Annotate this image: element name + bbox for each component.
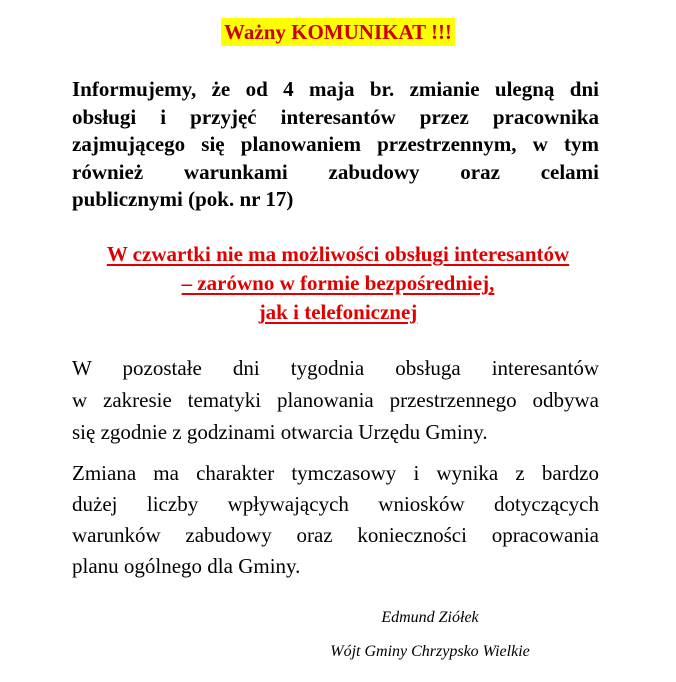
thursday-notice — [0, 240, 676, 327]
office-hours-line: w zakresie tematyki planowania przestrzennego odbywa — [72, 388, 599, 412]
office-hours-line: się zgodnie z godzinami otwarcia Urzędu Gminy. — [72, 420, 488, 444]
notice-line: jak i telefonicznej — [258, 300, 418, 324]
intro-paragraph — [72, 76, 599, 214]
office-hours-paragraph — [72, 352, 599, 448]
reason-line: planu ogólnego dla Gminy. — [72, 554, 301, 578]
reason-line: warunków zabudowy oraz konieczności opracowania — [72, 523, 599, 547]
reason-line: Zmiana ma charakter tymczasowy i wynika z bardzo — [72, 461, 599, 485]
intro-line: Informujemy, że od 4 maja br. zmianie ulegną dni — [72, 77, 599, 101]
reason-line: dużej liczby wpływających wniosków dotyczących — [72, 492, 599, 516]
office-hours-line: W pozostałe dni tygodnia obsługa interesantów — [72, 356, 599, 380]
signature-role: Wójt Gminy Chrzypsko Wielkie — [330, 643, 530, 660]
notice-line: W czwartki nie ma możliwości obsługi interesantów — [106, 242, 570, 266]
announcement-title: Ważny KOMUNIKAT !!! — [221, 18, 455, 46]
intro-line: publicznymi (pok. nr 17) — [72, 187, 294, 211]
intro-line: również warunkami zabudowy oraz celami — [72, 159, 599, 184]
signature-name: Edmund Ziółek — [381, 609, 479, 626]
reason-paragraph — [72, 458, 599, 582]
intro-line: zajmującego się planowaniem przestrzennym, w tym — [72, 132, 599, 156]
notice-line: – zarówno w formie bezpośredniej, — [181, 271, 495, 295]
title-container — [0, 18, 676, 46]
intro-line: obsługi i przyjęć interesantów przez pracownika — [72, 104, 599, 129]
